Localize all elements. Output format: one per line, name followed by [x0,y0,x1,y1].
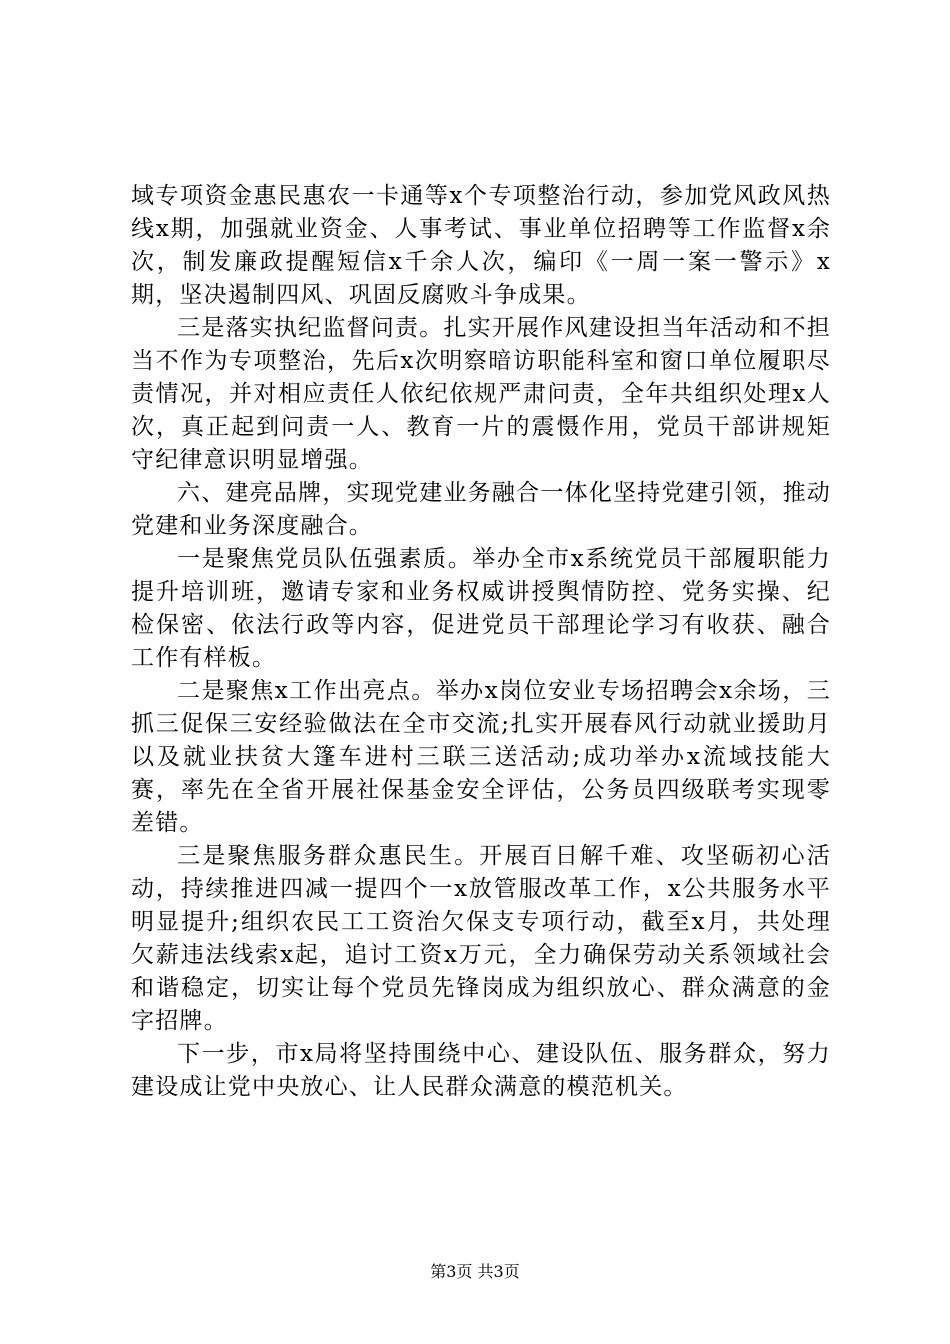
paragraph-7: 下一步，市x局将坚持围绕中心、建设队伍、服务群众，努力建设成让党中央放心、让人民群众满意的模范机关。 [131,1041,831,1100]
document-body [131,180,831,1104]
paragraph-1: 域专项资金惠民惠农一卡通等x个专项整治行动，参加党风政风热线x期，加强就业资金、人事考试、事业单位招聘等工作监督x余次，制发廉政提醒短信x千余人次，编印《一周一案一警示》x期，坚决遏制四风、巩固反腐败斗争成果。 [131,183,831,308]
paragraph-3: 六、建亮品牌，实现党建业务融合一体化坚持党建引领，推动党建和业务深度融合。 [131,480,831,539]
paragraph-5: 二是聚焦x工作出亮点。举办x岗位安业专场招聘会x余场，三抓三促保三安经验做法在全市交流;扎实开展春风行动就业援助月以及就业扶贫大篷车进村三联三送活动;成功举办x流域技能大赛，率先在全省开展社保基金安全评估，公务员四级联考实现零差错。 [131,678,831,836]
page-number-footer: 第3页 共3页 [430,1262,520,1281]
paragraph-4: 一是聚焦党员队伍强素质。举办全市x系统党员干部履职能力提升培训班，邀请专家和业务权威讲授舆情防控、党务实操、纪检保密、依法行政等内容，促进党员干部理论学习有收获、融合工作有样板。 [131,546,831,671]
paragraph-6: 三是聚焦服务群众惠民生。开展百日解千难、攻坚砺初心活动，持续推进四减一提四个一x放管服改革工作，x公共服务水平明显提升;组织农民工工资治欠保支专项行动，截至x月，共处理欠薪违法线索x起，追讨工资x万元，全力确保劳动关系领域社会和谐稳定，切实让每个党员先锋岗成为组织放心、群众满意的金字招牌。 [131,843,831,1034]
paragraph-2: 三是落实执纪监督问责。扎实开展作风建设担当年活动和不担当不作为专项整治，先后x次明察暗访职能科室和窗口单位履职尽责情况，并对相应责任人依纪依规严肃问责，全年共组织处理x人次，真正起到问责一人、教育一片的震慑作用，党员干部讲规矩守纪律意识明显增强。 [131,315,831,473]
